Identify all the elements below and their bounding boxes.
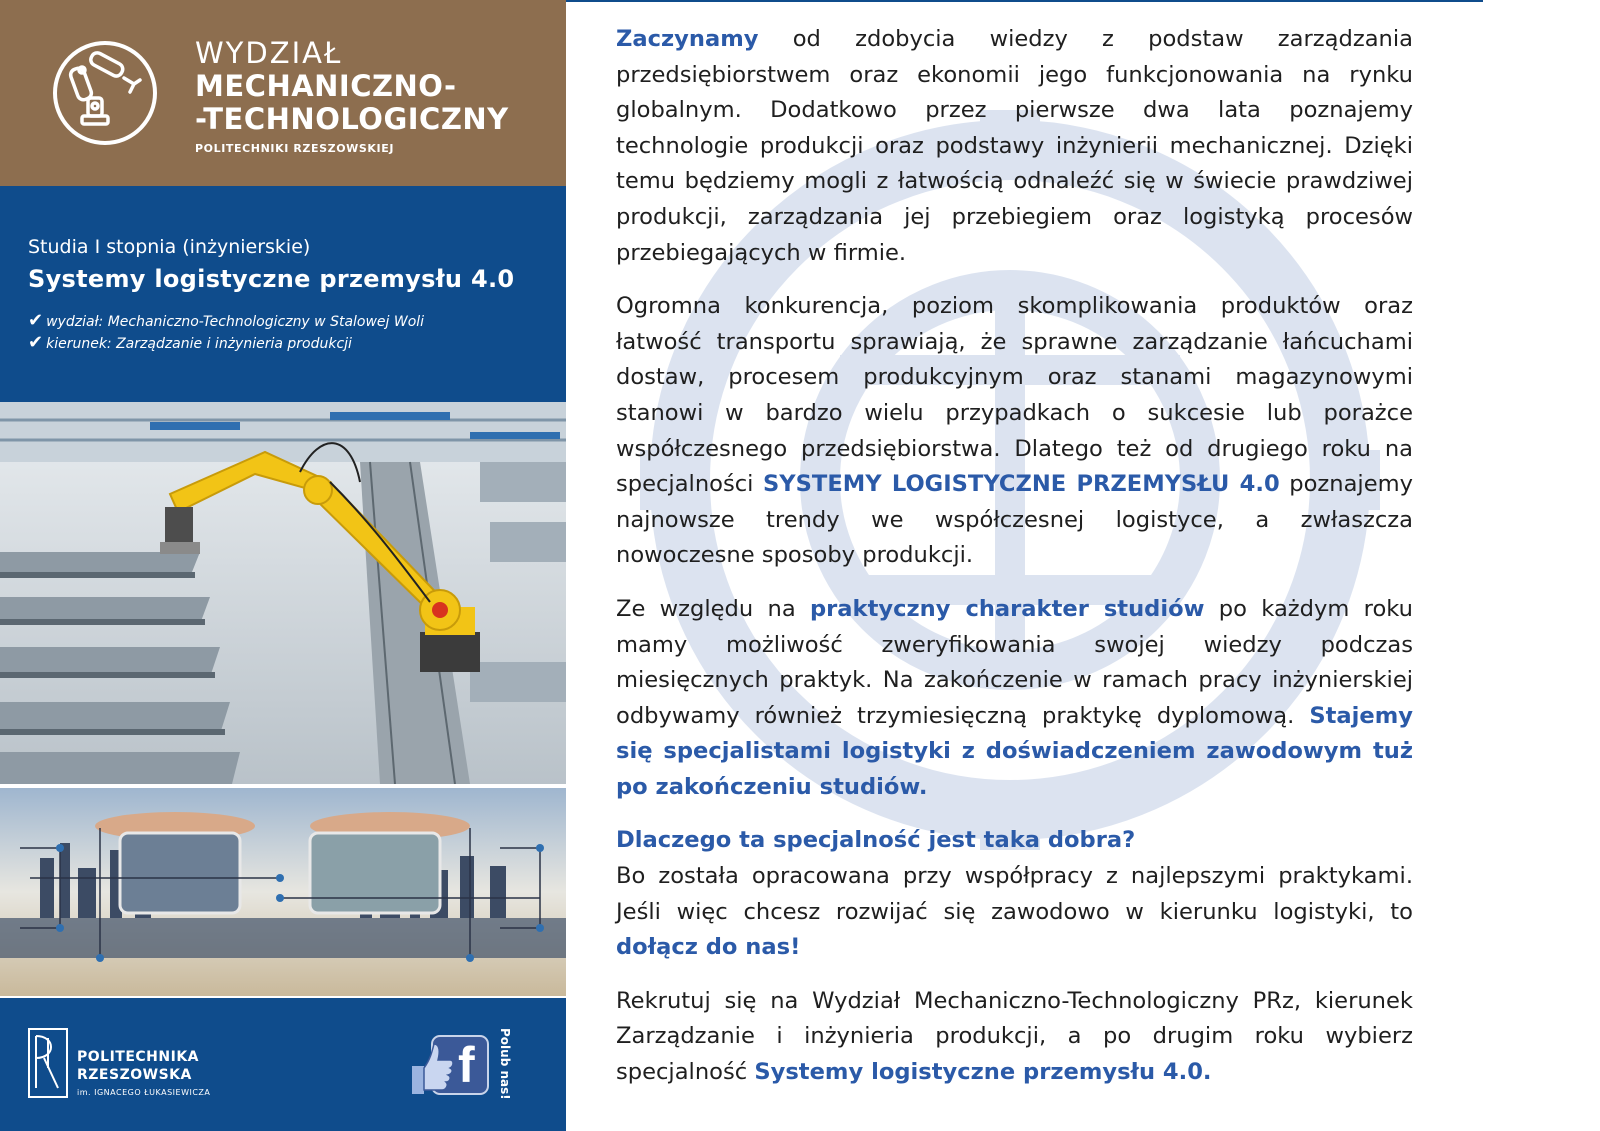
smart-city-illustration: [0, 788, 566, 996]
program-name: Systemy logistyczne przemysłu 4.0: [28, 265, 515, 293]
robot-arm-logo-icon: [52, 40, 158, 146]
university-name: [77, 1048, 199, 1084]
faculty-line3: -TECHNOLOGICZNY: [195, 102, 509, 136]
practice-highlight-1: praktyczny charakter studiów: [809, 595, 1205, 622]
program-box: [0, 186, 566, 402]
practice-highlight-2: Stajemy się specjalistami logistyki z doświadczeniem zawodowym tuż po zakończeniu studiów.: [616, 702, 1413, 800]
practice-text-1: Ze względu na: [616, 595, 810, 622]
join-us-highlight: dołącz do nas!: [616, 934, 801, 961]
specialty-highlight: SYSTEMY LOGISTYCZNE PRZEMYSŁU 4.0: [763, 471, 1280, 498]
politechnika-logo-icon: [28, 1028, 68, 1098]
faculty-line1: WYDZIAŁ: [195, 36, 343, 70]
facebook-thumbs-up-icon: [410, 1030, 495, 1100]
paragraph-why: [616, 859, 1413, 966]
faculty-info-line: [28, 310, 424, 331]
robot-arm-photo: [0, 402, 566, 784]
direction-info-line: [28, 332, 352, 353]
study-level: Studia I stopnia (inżynierskie): [28, 236, 311, 258]
faculty-header: [0, 0, 566, 186]
direction-info-text: kierunek: Zarządzanie i inżynieria produkcji: [46, 336, 352, 352]
left-panel: [0, 0, 566, 1131]
description-content: [616, 22, 1413, 1091]
facebook-like-button[interactable]: [410, 1030, 495, 1100]
paragraph-recruit: [616, 984, 1413, 1091]
highlight-start: Zaczynamy: [616, 26, 759, 52]
faculty-title: [195, 36, 509, 155]
recruit-highlight: Systemy logistyczne przemysłu 4.0.: [754, 1059, 1212, 1086]
check-icon: ✔: [28, 310, 44, 331]
why-text: Bo została opracowana przy współpracy z najlepszymi praktykami. Jeśli więc chcesz rozwijać się zawodowo w kierunku logistyki, to: [616, 863, 1413, 925]
competition-text-1: Ogromna konkurencja, poziom skomplikowania produktów oraz łatwość transportu sprawiają, że sprawne zarządzanie łańcuchami dostaw, procesem produkcyjnym oraz stanami magazynowymi stanowi w bardzo wielu przypadkach o sukcesie lub porażce współczesnego przedsiębiorstwa. Dlatego też od drugiego roku na specjalności: [616, 293, 1413, 498]
why-heading: Dlaczego ta specjalność jest taka dobra?: [616, 827, 1136, 854]
recruit-text: Rekrutuj się na Wydział Mechaniczno-Technologiczny PRz, kierunek Zarządzanie i inżynieria produkcji, a po drugim roku wybierz specjalność: [616, 987, 1413, 1086]
like-us-text: Polub nas!: [498, 1028, 512, 1100]
practice-text-2: po każdym roku mamy możliwość zweryfikowania swojej wiedzy podczas miesięcznych praktyk. Na zakończenie w ramach pracy inżynierskiej odbywamy również trzymiesięczną praktykę dyplomową.: [616, 595, 1413, 729]
faculty-info-text: wydział: Mechaniczno-Technologiczny w Stalowej Woli: [46, 314, 425, 330]
university-footer: [0, 998, 566, 1131]
top-divider: [566, 0, 1483, 2]
paragraph-competition: [616, 289, 1413, 574]
university-subtitle: im. IGNACEGO ŁUKASIEWICZA: [77, 1088, 211, 1097]
facebook-f-letter: f: [458, 1037, 475, 1093]
competition-text-2: poznajemy najnowsze trendy we współczesnej logistyce, a zwłaszcza nowoczesne sposoby produkcji.: [616, 471, 1413, 569]
paragraph-intro: [616, 22, 1413, 271]
intro-text: od zdobycia wiedzy z podstaw zarządzania przedsiębiorstwem oraz ekonomii jego funkcjonowania na rynku globalnym. Dodatkowo przez pierwsze dwa lata poznajemy technologie produkcji oraz podstawy inżynierii mechanicznej. Dzięki temu będziemy mogli z łatwością odnaleźć się w świecie prawdziwej produkcji, zarządzania jej przebiegiem oraz logistyką procesów przebiegających w firmie.: [616, 26, 1413, 266]
check-icon: ✔: [28, 332, 44, 353]
faculty-line2: MECHANICZNO-: [195, 69, 457, 103]
paragraph-practice: [616, 592, 1413, 806]
university-line1: POLITECHNIKA: [77, 1049, 200, 1065]
like-us-label: [490, 1028, 520, 1108]
university-line2: RZESZOWSKA: [77, 1067, 192, 1083]
faculty-line4: POLITECHNIKI RZESZOWSKIEJ: [195, 142, 395, 155]
